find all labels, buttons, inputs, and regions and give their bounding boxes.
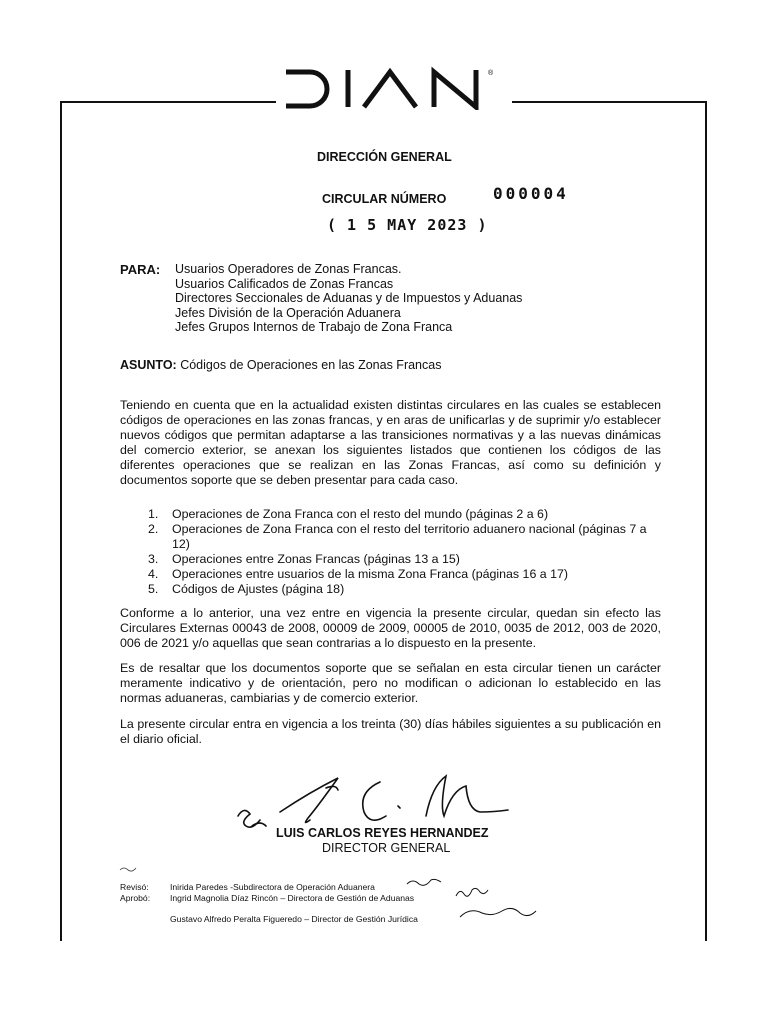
list-item [148, 582, 652, 597]
initials-scribble [405, 876, 445, 890]
list-item [148, 522, 652, 552]
recipients-list [175, 262, 522, 335]
circular-label: CIRCULAR NÚMERO [322, 192, 447, 206]
initials-scribble [454, 886, 490, 900]
circular-date: ( 1 5 MAY 2023 ) [327, 216, 488, 234]
signer-role: DIRECTOR GENERAL [322, 841, 451, 855]
aprobo-text: Ingrid Magnolia Díaz Rincón – Directora de Gestión de Aduanas [170, 893, 415, 903]
juridica-line: Gustavo Alfredo Peralta Figueredo – Director de Gestión Jurídica [170, 914, 418, 924]
circular-number: 000004 [493, 184, 569, 203]
list-item-number: 2. [148, 522, 159, 536]
reviso-label: Revisó: [120, 882, 149, 892]
operations-list [148, 507, 652, 597]
list-item-text: Operaciones entre usuarios de la misma Zona Franca (páginas 16 a 17) [172, 567, 569, 581]
frame-top-left-line [60, 101, 276, 103]
reviso-text: Inirida Paredes -Subdirectora de Operación Aduanera [170, 882, 375, 892]
asunto [120, 358, 441, 372]
paragraph-vigencia: La presente circular entra en vigencia a los treinta (30) días hábiles siguientes a su publicación en el diario oficial. [120, 717, 661, 746]
list-item [148, 552, 652, 567]
frame-top-right-line [512, 101, 707, 103]
paragraph-indicative: Es de resaltar que los documentos soporte que se señalan en esta circular tienen un carácter meramente indicativo y de orientación, pero no modifican o adicionan lo establecido en las normas aduaneras, cambiarias y de comercio exterior. [120, 661, 661, 705]
reviso-line [120, 882, 375, 893]
para-label: PARA: [120, 262, 161, 277]
frame-left-line [60, 101, 62, 941]
recipient-item: Usuarios Calificados de Zonas Francas [175, 276, 394, 291]
list-item-number: 3. [148, 552, 159, 566]
list-item-text: Operaciones de Zona Franca con el resto del mundo (páginas 2 a 6) [172, 507, 549, 521]
list-item-text: Operaciones entre Zonas Francas (páginas 13 a 15) [172, 552, 460, 566]
aprobo-line [120, 893, 414, 904]
svg-text:®: ® [488, 70, 494, 77]
list-item [148, 567, 652, 582]
recipient-item: Jefes División de la Operación Aduanera [175, 305, 401, 320]
intro-paragraph: Teniendo en cuenta que en la actualidad existen distintas circulares en las cuales se establecen códigos de operaciones en las zonas francas, y en aras de unificarlas y de suprimir y/o establecer nuevos códigos que permitan adaptarse a las transiciones normativas y a las nuevas dinámicas del comercio exterior, se anexan los siguientes listados que contienen los códigos de las diferentes operaciones que se realizan en las Zonas Francas, así como su definición y documentos soporte que se deben presentar para cada caso. [120, 398, 661, 487]
small-mark [118, 864, 138, 874]
dian-logo [280, 66, 500, 110]
recipient-item: Jefes Grupos Internos de Trabajo de Zona Franca [175, 320, 453, 334]
recipient-item: Directores Seccionales de Aduanas y de Impuestos y Aduanas [175, 291, 523, 305]
list-item-text: Operaciones de Zona Franca con el resto del territorio aduanero nacional (páginas 7 a 12) [172, 522, 647, 551]
asunto-text: Códigos de Operaciones en las Zonas Francas [180, 358, 442, 372]
list-item-text: Códigos de Ajustes (página 18) [172, 582, 345, 596]
initials-scribble [458, 905, 538, 923]
aprobo-label: Aprobó: [120, 893, 151, 903]
list-item-number: 1. [148, 507, 159, 521]
direccion-general: DIRECCIÓN GENERAL [317, 150, 452, 164]
frame-right-line [705, 101, 707, 941]
list-item-number: 4. [148, 567, 159, 581]
list-item [148, 507, 652, 522]
paragraph-derogation: Conforme a lo anterior, una vez entre en vigencia la presente circular, quedan sin efecto las Circulares Externas 00043 de 2008, 00009 de 2009, 00005 de 2010, 0035 de 2012, 003 de 2020, 006 de 2021 y/o aquellas que sean contrarias a lo dispuesto en la presente. [120, 606, 661, 650]
signer-name: LUIS CARLOS REYES HERNANDEZ [276, 826, 489, 840]
recipient-item: Usuarios Operadores de Zonas Francas. [175, 262, 402, 276]
asunto-label: ASUNTO: [120, 358, 177, 372]
list-item-number: 5. [148, 582, 159, 596]
